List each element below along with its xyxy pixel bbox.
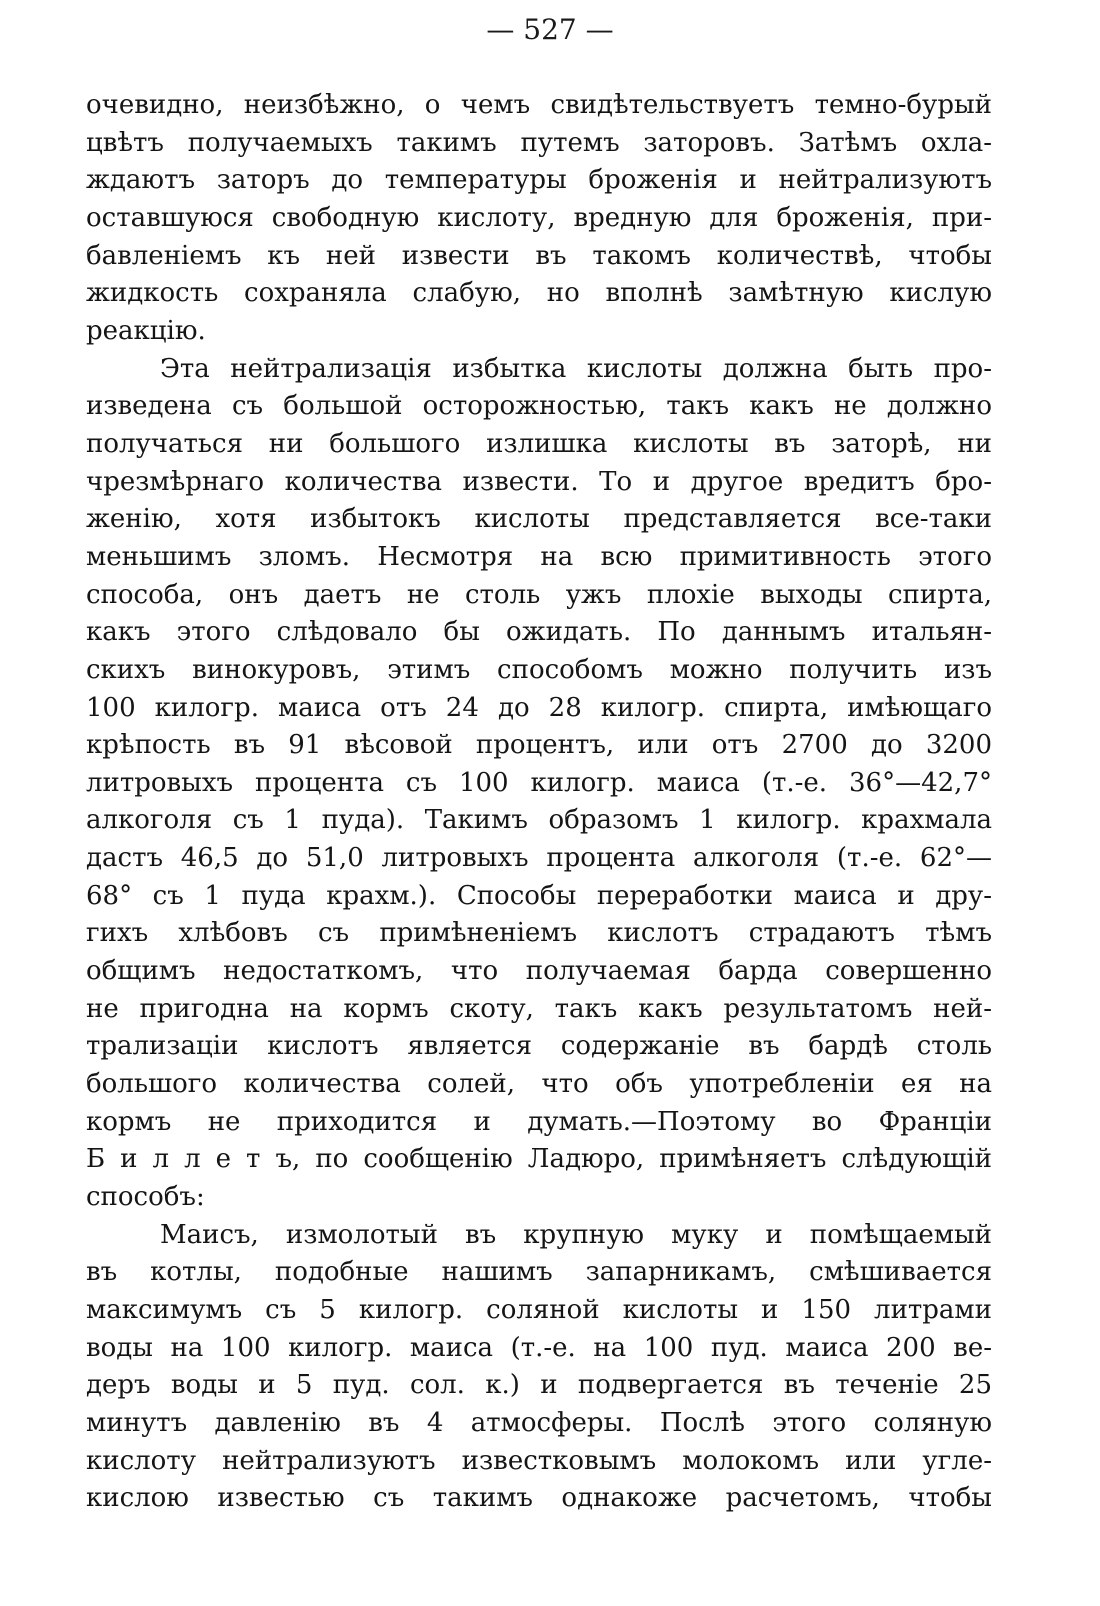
text-line: способа, онъ даетъ не столь ужъ плохіе выходы спирта, xyxy=(86,579,992,610)
text-line: въ котлы, подобные нашимъ запарникамъ, смѣшивается xyxy=(86,1257,992,1288)
text-line: получаться ни большого излишка кислоты въ заторѣ, ни xyxy=(86,428,992,459)
text-line: минутъ давленію въ 4 атмосферы. Послѣ этого соляную xyxy=(86,1407,992,1438)
text-line: деръ воды и 5 пуд. сол. к.) и подвергается въ теченіе 25 xyxy=(86,1370,992,1401)
text-line: ждаютъ заторъ до температуры броженія и нейтрализуютъ xyxy=(86,165,992,196)
text-line: крѣпость въ 91 вѣсовой процентъ, или отъ 2700 до 3200 xyxy=(86,730,992,761)
text-line: цвѣтъ получаемыхъ такимъ путемъ заторовъ. Затѣмъ охла- xyxy=(86,127,992,158)
text-line: способъ: xyxy=(86,1182,205,1213)
text-line: меньшимъ зломъ. Несмотря на всю примитивность этого xyxy=(86,541,992,572)
text-line: 68° съ 1 пуда крахм.). Способы переработки маиса и дру- xyxy=(86,880,992,911)
text-line: максимумъ съ 5 килогр. соляной кислоты и 150 литрами xyxy=(86,1295,992,1325)
text-line: женію, хотя избытокъ кислоты представляется все-таки xyxy=(86,504,992,535)
text-line: не пригодна на кормъ скоту, такъ какъ результатомъ ней- xyxy=(86,993,992,1024)
text-line: дастъ 46,5 до 51,0 литровыхъ процента алкоголя (т.-е. 62°— xyxy=(86,843,992,874)
text-line: гихъ хлѣбовъ съ примѣненіемъ кислотъ страдаютъ тѣмъ xyxy=(86,918,992,949)
text-line: большого количества солей, что объ употребленіи ея на xyxy=(86,1069,992,1100)
text-line: оставшуюся свободную кислоту, вредную для броженія, при- xyxy=(86,202,992,233)
text-line: 100 килогр. маиса отъ 24 до 28 килогр. спирта, имѣющаго xyxy=(86,692,992,723)
text-line: Б и л л е т ъ, по сообщенію Ладюро, примѣняетъ слѣдующій xyxy=(86,1144,992,1175)
page-number: — 527 — xyxy=(486,13,614,46)
text-line: трализаціи кислотъ является содержаніе въ бардѣ столь xyxy=(86,1031,992,1062)
text-line: чрезмѣрнаго количества извести. То и другое вредитъ бро- xyxy=(86,466,992,497)
text-line: Маисъ, измолотый въ крупную муку и помѣщаемый xyxy=(160,1219,992,1250)
text-line: общимъ недостаткомъ, что получаемая барда совершенно xyxy=(86,956,992,987)
text-line: какъ этого слѣдовало бы ожидать. По даннымъ итальян- xyxy=(86,617,992,648)
text-line: кислоту нейтрализуютъ известковымъ молокомъ или угле- xyxy=(86,1445,992,1476)
page-body xyxy=(86,87,992,1518)
text-line: литровыхъ процента съ 100 килогр. маиса (т.-е. 36°—42,7° xyxy=(86,767,992,798)
text-line: бавленіемъ къ ней извести въ такомъ количествѣ, чтобы xyxy=(86,240,992,271)
text-line: алкоголя съ 1 пуда). Такимъ образомъ 1 килогр. крахмала xyxy=(86,805,992,836)
text-line: скихъ винокуровъ, этимъ способомъ можно получить изъ xyxy=(86,654,992,685)
text-line: изведена съ большой осторожностью, такъ какъ не должно xyxy=(86,391,992,422)
text-line: Эта нейтрализація избытка кислоты должна быть про- xyxy=(160,353,992,384)
text-line: воды на 100 килогр. маиса (т.-е. на 100 пуд. маиса 200 ве- xyxy=(86,1332,992,1363)
text-line: реакцію. xyxy=(86,315,206,346)
text-line: очевидно, неизбѣжно, о чемъ свидѣтельствуетъ темно-бурый xyxy=(86,90,992,120)
text-line: жидкость сохраняла слабую, но вполнѣ замѣтную кислую xyxy=(86,278,992,309)
text-line: кислою известью съ такимъ однакоже расчетомъ, чтобы xyxy=(86,1483,992,1514)
text-line: кормъ не приходится и думать.—Поэтому во Франціи xyxy=(86,1106,992,1137)
